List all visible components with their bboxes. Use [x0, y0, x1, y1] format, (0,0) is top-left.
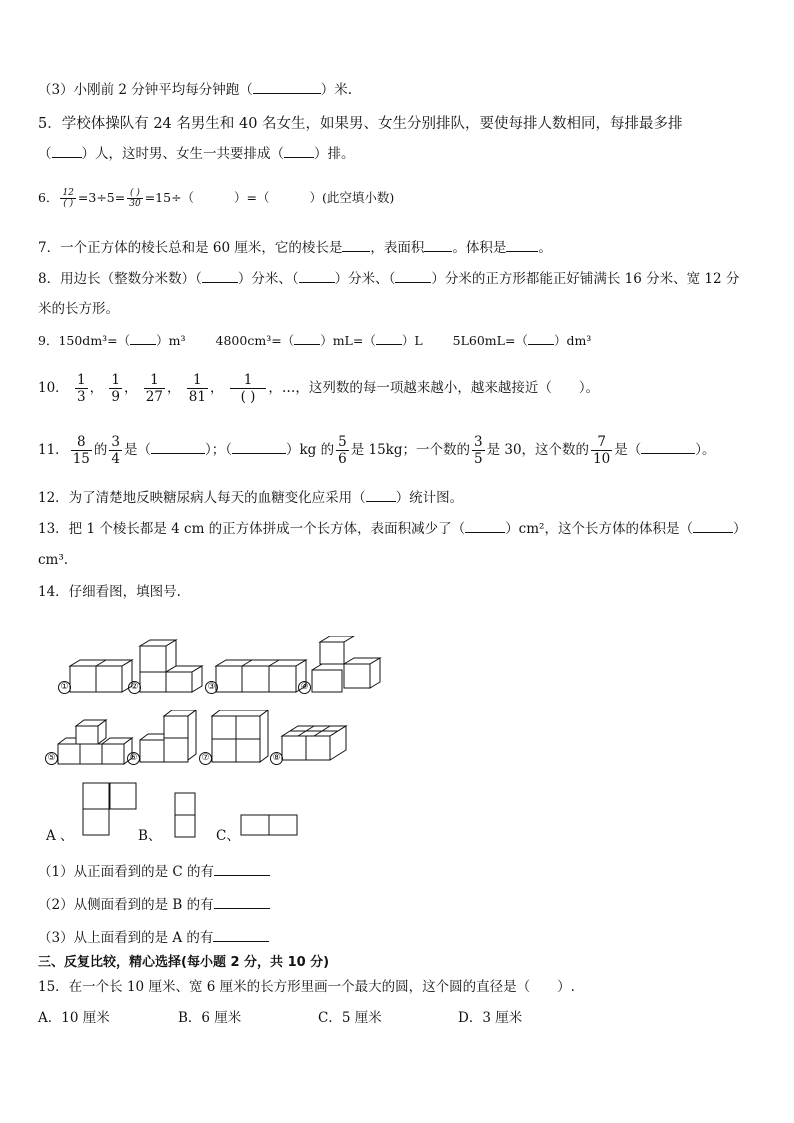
fraction: $\frac{3}{4}$	[111, 434, 120, 467]
fraction-blank[interactable]: $\frac{1}{( )}$	[230, 372, 267, 405]
answer-blank[interactable]	[641, 440, 695, 454]
fraction: $\frac{7}{10}$	[593, 434, 611, 467]
fraction: $\frac{5}{6}$	[338, 434, 347, 467]
figure-label: ⑥	[127, 752, 140, 765]
question-7: 7．一个正方体的棱长总和是 60 厘米，它的棱长是 ，表面积 。体积是 。	[38, 240, 552, 256]
question-8-line2: 米的长方形。	[38, 301, 119, 317]
view-a-figure	[82, 782, 142, 838]
fraction: $\frac{1}{9}$	[111, 372, 120, 405]
answer-blank[interactable]	[253, 80, 321, 94]
fraction: $\frac{1}{3}$	[76, 372, 86, 405]
view-label-a: A 、	[46, 828, 74, 844]
question-5-line1: 5．学校体操队有 24 名男生和 40 名女生，如果男、女生分别排队，要使每排人数相同，每排最多排	[38, 116, 683, 132]
option-c[interactable]: C．5 厘米	[318, 1010, 382, 1026]
option-a[interactable]: A．10 厘米	[38, 1010, 110, 1026]
answer-blank[interactable]	[506, 238, 538, 252]
fraction: $\frac{( )}{30}$	[129, 188, 141, 209]
answer-blank[interactable]	[214, 862, 270, 876]
q4-sub3: （3）小刚前 2 分钟平均每分钟跑（ ）米.	[38, 82, 353, 98]
answer-blank[interactable]	[693, 519, 733, 533]
question-14-sub1: （1）从正面看到的是 C 的有	[38, 862, 270, 882]
question-6: 6． $\frac{12}{( )}$ =3÷5= $\frac{( )}{30}$ =15÷（ ）=（ ）(此空填小数)	[38, 188, 395, 209]
answer-blank[interactable]	[202, 269, 238, 283]
question-14-sub2: （2）从侧面看到的是 B 的有	[38, 895, 270, 915]
section-heading: 三、反复比较，精心选择(每小题 2 分，共 10 分)	[38, 955, 330, 970]
question-14-title: 14．仔细看图，填图号.	[38, 584, 181, 600]
question-15: 15．在一个长 10 厘米、宽 6 厘米的长方形里画一个最大的圆，这个圆的直径是（ ）.	[38, 979, 575, 995]
cube-figures-row2	[54, 710, 374, 770]
view-label-c: C、	[216, 828, 240, 844]
figure-label: ④	[298, 681, 311, 694]
answer-blank[interactable]	[376, 331, 402, 345]
answer-blank[interactable]	[130, 331, 156, 345]
question-15-options	[38, 1008, 598, 1028]
figure-label: ③	[205, 681, 218, 694]
answer-blank[interactable]	[465, 519, 505, 533]
option-b[interactable]: B．6 厘米	[178, 1010, 242, 1026]
view-label-b: B、	[138, 828, 162, 844]
question-11: 11． $\frac{8}{15}$ 的 $\frac{3}{4}$ 是（ ）；（ ）kg 的 $\frac{5}{6}$ 是 15kg；一个数的 $\frac{3}{5}$ 是 30，这个数的 $\frac{7}{10}$ 是（ ）。	[38, 434, 716, 467]
fraction: $\frac{1}{27}$	[145, 372, 163, 405]
answer-blank[interactable]	[395, 269, 431, 283]
question-8-line1: 8．用边长（整数分米数）（ ）分米、（ ）分米、（ ）分米的正方形都能正好铺满长 16 分米、宽 12 分	[38, 271, 740, 287]
fraction: $\frac{3}{5}$	[473, 434, 483, 467]
figure-label: ⑦	[199, 752, 212, 765]
fraction: $\frac{12}{( )}$	[62, 188, 74, 209]
question-14-sub3: （3）从上面看到的是 A 的有	[38, 928, 269, 948]
figure-label: ⑧	[270, 752, 283, 765]
question-9: 9．150dm³=（ ）m³ 4800cm³=（ ）mL=（ ）L 5L60mL=（ ）dm³	[38, 333, 592, 348]
answer-blank[interactable]	[299, 269, 335, 283]
figure-label: ②	[128, 681, 141, 694]
answer-blank[interactable]	[528, 331, 554, 345]
answer-blank[interactable]	[366, 488, 396, 502]
question-13-line2: cm³.	[38, 552, 69, 568]
figure-label: ⑤	[45, 752, 58, 765]
answer-blank[interactable]	[284, 144, 314, 158]
question-10: 10． $\frac{1}{3}$ ， $\frac{1}{9}$ ， $\frac{1}{27}$ ， $\frac{1}{81}$ ， $\frac{1}{( )}$ ，…，这列数的每一项越来越小，越来越接近（ ）。	[38, 372, 600, 405]
option-d[interactable]: D．3 厘米	[458, 1010, 523, 1026]
answer-blank[interactable]	[294, 331, 320, 345]
answer-blank[interactable]	[151, 440, 205, 454]
question-13-line1: 13．把 1 个棱长都是 4 cm 的正方体拼成一个长方体，表面积减少了（ ）cm²，这个长方体的体积是（ ）	[38, 521, 747, 537]
fraction: $\frac{1}{81}$	[188, 372, 206, 405]
answer-blank[interactable]	[214, 895, 270, 909]
question-12: 12．为了清楚地反映糖尿病人每天的血糖变化应采用（ ）统计图。	[38, 490, 464, 506]
answer-blank[interactable]	[52, 144, 82, 158]
answer-blank[interactable]	[424, 238, 452, 252]
figure-label: ①	[58, 681, 71, 694]
answer-blank[interactable]	[342, 238, 370, 252]
fraction: $\frac{8}{15}$	[72, 434, 90, 467]
question-5-line2: （ ）人，这时男、女生一共要排成（ ）排。	[38, 146, 355, 162]
answer-blank[interactable]	[232, 440, 286, 454]
view-b-figure	[174, 792, 198, 838]
answer-blank[interactable]	[213, 928, 269, 942]
view-c-figure	[240, 814, 300, 838]
cube-figures-row1	[58, 636, 398, 696]
